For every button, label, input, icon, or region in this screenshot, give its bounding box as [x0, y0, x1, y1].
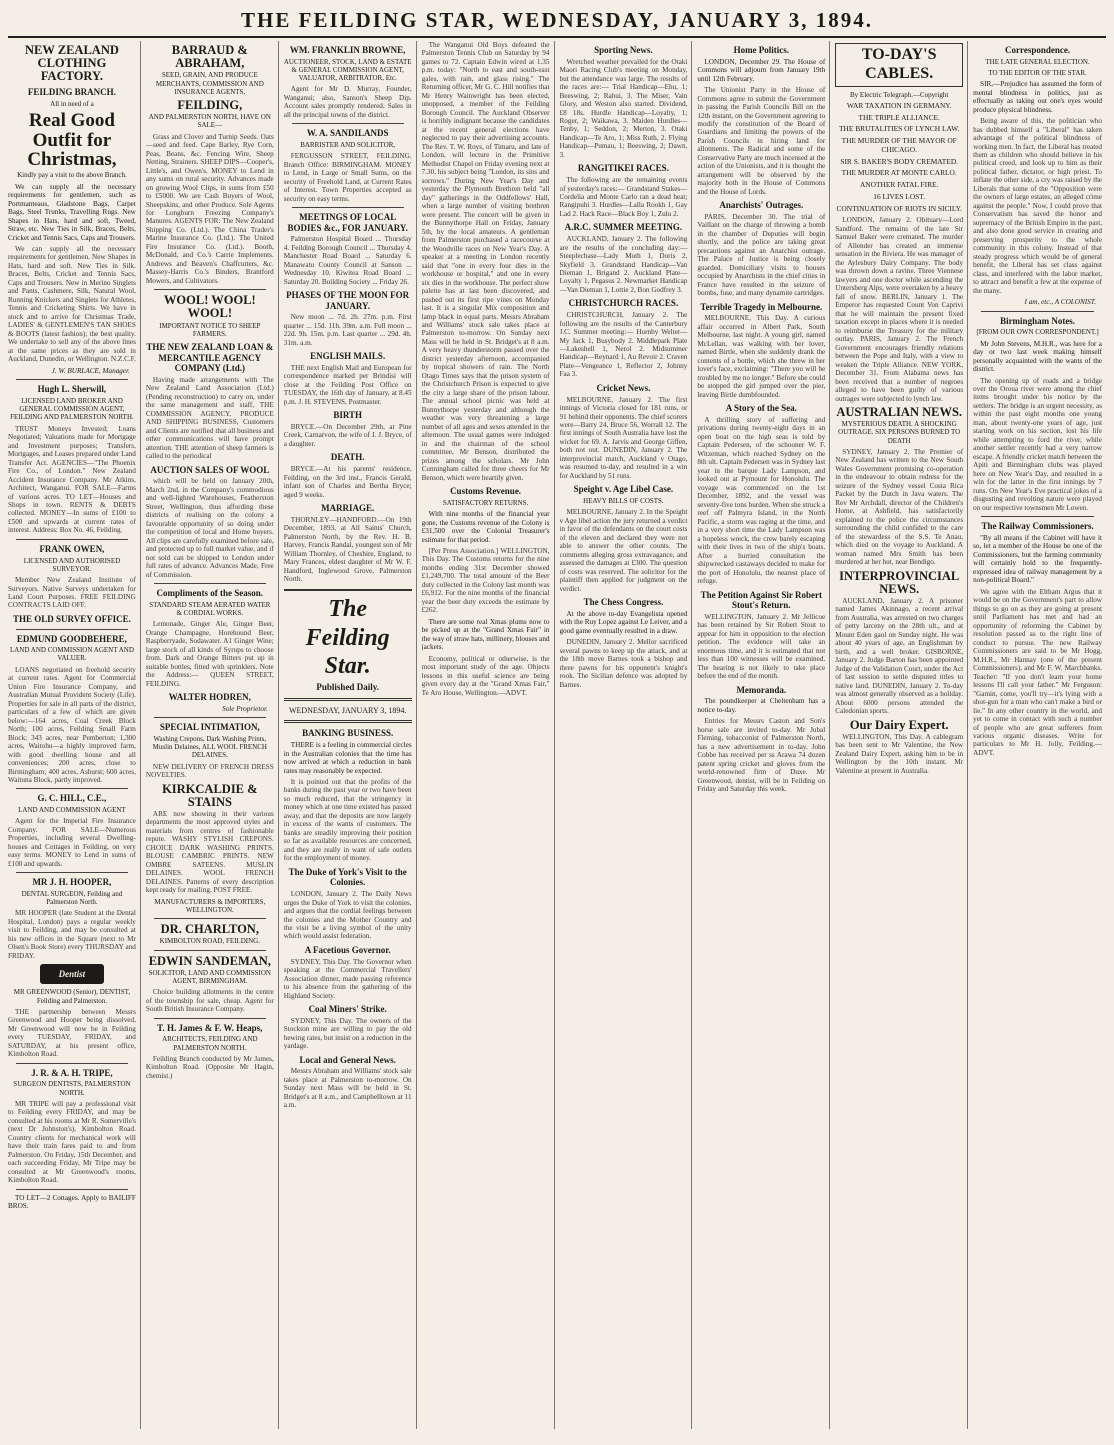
cable-headline: THE TRIPLE ALLIANCE.	[858, 112, 940, 122]
column-8	[973, 41, 1106, 1429]
ad-intimation-body: Washing Crepons, Dark Washing Prints, Muslin Delaines, ALL WOOL FRENCH DELAINES.	[152, 734, 267, 760]
article-dairy-filler: WELLINGTON, This Day. A cablegram has been sent to Mr Valentine, the New Zealand Dairy Expert, asking him to be in Wellington by the 10th instant. Mr Valentine at present in Australia.	[835, 732, 964, 775]
ad-james-title: T. H. James & F. W. Heaps,	[157, 1022, 263, 1033]
article-home-politics-title: Home Politics.	[733, 45, 790, 55]
divider	[16, 629, 128, 630]
ad-hill-filler: Agent for the Imperial Fire Insurance Company. FOR SALE—Numerous Properties, including several Dwelling-houses and Cottages in Feilding, on very easy terms. MONEY to Lend in sums of £100 and upwards.	[8, 817, 136, 868]
ad-wool-sub: IMPORTANT NOTICE TO SHEEP FARMERS.	[159, 321, 261, 338]
cables-subtitle: By Electric Telegraph.—Copyright	[850, 90, 949, 99]
article-australian-sub: MYSTERIOUS DEATH. A SHOCKING OUTRAGE. SIX PERSONS BURNED TO DEATH	[838, 420, 961, 445]
article-rangitikei-title: RANGITIKEI RACES.	[577, 163, 669, 174]
article-chess-filler: DUNEDIN, January 2. Mellor sacrificed several pawns to keep up the attack, and at the 18th move Barnes took a bishop and three pawns for his opponent's knight's rook. The Sicilian defence was adopted by Barnes.	[559, 638, 688, 689]
ad-barraud-place2: AND PALMERSTON NORTH, HAVE ON SALE—	[148, 113, 271, 130]
divider	[154, 918, 266, 919]
ad-wool-body: THE NEW ZEALAND LOAN & MERCANTILE AGENCY COMPANY (Ltd.)	[146, 342, 274, 374]
article-correspondence-sub: THE LATE GENERAL ELECTION.	[985, 57, 1090, 66]
cable-headline: 16 LIVES LOST.	[873, 191, 926, 201]
article-governor-title: A Facetious Governor.	[304, 944, 391, 955]
divider	[16, 379, 128, 380]
ad-sandeman-filler: Choice building allotments in the centre of the township for sale, cheap. Agent for South British Insurance Company.	[145, 988, 274, 1014]
ad-barraud-filler: Grass and Clover and Turnip Seeds. Oats—seed and feed. Cape Barley, Rye Corn, Peas, Beans, &c. Fencing Wire, Sheep Netting, Strainers. SHEEP DIPS—Cooper's, Little's, and Owen's. MONEY to Lend in any sums on rural security. Advances made on growing Wool Clips, in sums from £50 to £5000. We are Cash Buyers of Wool, Sheepskins, and other Produce. Sole Agents for Longburn Freezing Company's Manures. AGENTS FOR: The New Zealand Shipping Co. (Ltd.). The China Trader's Marine Insurance Co. (Ltd.). The United Fire Insurance Co. (Ltd.). Booth, McDonald, and Co.'s Carrie Implements. Andrews and Beaven's Chaffcutters, &c. Massey-Harris Co.'s Binders, Brantford Mowers, and Cultivators.	[145, 132, 274, 285]
columns	[8, 41, 1106, 1429]
newspaper-page	[8, 6, 1106, 1431]
ad-intimation-title: SPECIAL INTIMATION,	[159, 722, 260, 733]
divider	[154, 1018, 266, 1019]
article-christchurch-filler: CHRISTCHURCH, January 2. The following are the results of the Canterbury J.C. Summer meeting:— Hornby Welter—My Jack 1, Busybody 2. Middlepark Plate—Lakeshell 1, Nerol 2. Midsummer Handicap—Reynard 1, Au Revoir 2. Craven Plate—Vengeance 1, Reflector 2, Johnny Faa 3.	[559, 311, 688, 379]
column-2	[146, 41, 279, 1429]
article-correspondence-to: TO THE EDITOR OF THE STAR.	[988, 68, 1087, 77]
cable-headline: THE MURDER AT MONTE CARLO.	[841, 168, 957, 178]
article-christchurch-title: CHRISTCHURCH RACES.	[568, 298, 679, 309]
article-interprovincial-filler: AUCKLAND, January 2. A prisoner named James Akinnago, a recent arrival from Australia, was arrested on two charges of petty larceny on the 28th ult., and at Mount Eden gaol on Sunday night. He was about 40 years of age, an Englishman by birth, and a well broker. GISBORNE, January 2. Judge Barton has been appointed Judge of the Validation Court, under the Act of last session to settle disputed titles to native land. DUNEDIN, January 2. To-day was almost generally observed as a holiday. About 6000 persons attended the Caledonian sports.	[835, 596, 964, 716]
article-banking-title: BANKING BUSINESS.	[302, 728, 394, 739]
ad-barraud-body: SEED, GRAIN, AND PRODUCE MERCHANTS, COMMISSION AND INSURANCE AGENTS,	[155, 71, 264, 96]
article-railway-body: "By all means if the Cabinet will have it so, let a member of the House be one of the Commissioners, but the farming community will certainly hold to the frequently-expressed idea of railway management by a non-political Board."	[973, 533, 1102, 585]
divider	[981, 311, 1094, 312]
ad-auction-filler: which will be held on January 20th, March 2nd, in the Company's commodious and well-lighted Warehouses, Featherston Street, Wellington, thus affording these districts of realising on the colony a favourable opportunity of so doing under the competition of local and Home buyers. All clips are carefully examined before sale, and protected up to full market value, and if not sold can be shipped to London under full rates of advance. Advances Made, Free of Commission.	[145, 477, 274, 579]
ad-compliments-body: STANDARD STEAM AERATED WATER & CORDIAL WORKS.	[149, 600, 271, 618]
birth-title: BIRTH	[333, 410, 363, 421]
ad-hill-title: G. C. HILL, C.E.,	[37, 793, 107, 804]
ad-hodren-title: WALTER HODREN,	[168, 692, 251, 703]
divider	[16, 539, 128, 540]
ad-owen-title: FRANK OWEN,	[39, 543, 105, 554]
ad-compliments-filler: Lemonade, Ginger Ale, Ginger Beer, Orange Champagne, Horehound Beer, Raspberryade, Sodawater. A1 Ginger Wine; large stock of all kinds of Syrups to choose from. Dark and Orange Bitters put up in suitable bottles, fitted with sprinklers. Note the Address:— QUEEN STREET, FEILDING.	[145, 620, 274, 688]
ad-sherwill-filler: TRUST Moneys Invested; Loans Negotiated; Valuations made for Mortgage and Investment purposes; Transfers, Mortgages, and Leases prepared under Land Transfer Act. AGENCIES—"The Phoenix Fire Co., of London." New Zealand Accident Insurance Company. Mr Atkins, Architect, Wanganui. FOR SALE—Farms of various acres. TO LET—Houses and Shops in town. RENTS & DEBTS collected. MONEY—In sums of £100 to £500 and upwards at current rates of interest. Address: Box No. 46, Feilding.	[8, 424, 136, 535]
article-sea-title: A Story of the Sea.	[725, 403, 797, 414]
article-correspondence-signature: I am, etc., A COLONIST.	[1024, 298, 1096, 307]
ad-hooper-title: MR J. H. HOOPER,	[32, 877, 112, 888]
divider	[16, 1189, 128, 1190]
death-filler: BRYCE.—At his parents' residence, Feilding, on the 3rd inst., Francis Gerald, infant son of Charles and Bertha Bryce; aged 9 weeks.	[283, 465, 412, 499]
article-banking-filler: It is pointed out that the profits of the banks during the past year or two have been so much reduced, that the stringency in money which at one time existed has passed away, and that the deposits are now largely in excess of the wants of customers. The banks are steadily improving their position so far as available resources are concerned, and they are really in want of safe outlets for the employment of money.	[283, 778, 412, 863]
article-cricket-title: Cricket News.	[596, 382, 651, 393]
death-title: DEATH.	[330, 452, 365, 463]
article-speight-filler: MELBOURNE, January 2. In the Speight v Age libel action the jury returned a verdict in favor of the defendants on the court costs of the eleven and declared they were not able to answer the other counts. The comments alleging gross extravagance, and assessed the damages at £300. The question of costs was reserved. The solicitor for the plaintiff then applied for judgment on the verdict.	[559, 508, 688, 593]
ad-goodbehere-body: LAND AND COMMISSION AGENT AND VALUER.	[9, 646, 134, 663]
moon-title: PHASES OF THE MOON FOR JANUARY.	[286, 290, 410, 311]
paper-date: WEDNESDAY, JANUARY 3, 1894.	[288, 706, 407, 716]
article-railway-title: The Railway Commissioners.	[981, 521, 1094, 532]
ad-sandilands-filler: FERGUSSON STREET, FEILDING. Branch Office: BIRMINGHAM. MONEY to Lend, in Large or Small Sums, on the security of Freehold Land, at Current Rates of Interest. Town Properties accepted as security on easy terms.	[283, 152, 412, 203]
divider	[292, 123, 404, 124]
divider	[16, 788, 128, 789]
mails-title: ENGLISH MAILS.	[310, 351, 386, 362]
ad-james-body: ARCHITECTS, FEILDING AND PALMERSTON NORTH.	[162, 1035, 258, 1052]
ad-tripe-body: SURGEON DENTISTS, PALMERSTON NORTH.	[13, 1080, 131, 1097]
ad-hodren-body: Sole Proprietor.	[222, 704, 268, 713]
ad-clothing-filler: We can supply all the necessary requirements for gentlemen. New Shapes in Hats, hard and soft. New Ties in Silk. Braces, Belts, Cricket and Tennis Sacs, Caps and Trousers. New in Merino Singlets and Pants, Cashmere, Silk, Natural Wool, Running Knickers and Singlets for Athletes, Tennis and Cricketing Shirts. We have in stock and to arrive for Christmas Trade, LADIES' & GENTLEMEN'S TAN SHOES & BOOTS (latest fashion); the best quality. We undertake to sell any of the above lines at the same prices as they are sold in Auckland, Dunedin, or Wellington. N.Z.C.F.	[8, 245, 136, 364]
article-xmas-fair: There are some real Xmas plums now to be picked up at the "Grand Xmas Fair" in the way of straw hats, millinery, blouses and jackets.	[421, 617, 550, 652]
cable-headline: THE BRUTALITIES OF LYNCH LAW.	[839, 124, 960, 134]
divider	[16, 872, 128, 873]
moon-filler: New moon ... 7d. 2h. 27m. p.m. First quarter ... 15d. 11h. 39m. a.m. Full moon ... 22d. 9h. 15m. p.m. Last quarter ... 29d. 4h. 31m. a.m.	[283, 313, 412, 347]
article-duke-filler: LONDON, January 2. The Daily News urges the Duke of York to visit the colonies, and argues that the cordial feelings between the colonies and the Mother Country and the visit be a living symbol of the unity which would assist federation.	[283, 890, 412, 941]
article-arc-filler: AUCKLAND, January 2. The following are the results of the concluding day:— Steeplechase—Lady Moth 1, Doris 2, Skyfield 3. Grandstand Handicap—Van Dieman 1, Brigand 2. Auckland Plate—Loyalty 1, Pegasus 2. Newmarket Handicap—Van Dieman 1, Lottie 2, Bon Godfrey 3.	[559, 235, 688, 294]
ad-clothing-branch: FEILDING BRANCH.	[27, 87, 116, 98]
ad-sherwill-title: Hugh L. Sherwill,	[37, 384, 107, 395]
masthead: THE FEILDING STAR, WEDNESDAY, JANUARY 3, 1894.	[8, 6, 1106, 38]
ad-browne-title: WM. FRANKLIN BROWNE,	[289, 45, 406, 55]
article-petition-title: The Petition Against Sir Robert Stout's Return.	[700, 589, 822, 611]
ad-charlton-title: DR. CHARLTON,	[160, 922, 259, 937]
article-dairy-title: Our Dairy Expert.	[849, 717, 949, 732]
column-6	[697, 41, 830, 1429]
divider	[16, 1063, 128, 1064]
article-local-filler: Messrs Abraham and Williams' stock sale takes place at Palmerston to-morrow. On Sunday next Mass will be held in St. Bridget's at 8 a.m., and Campbelltown at 11 a.m.	[283, 1067, 412, 1110]
ad-charlton-body: KIMBOLTON ROAD, FEILDING.	[159, 937, 260, 946]
article-rangitikei-filler: The following are the remaining events of yesterday's races:— Grandstand Stakes—Cordelia and Monte Carlo ran a dead heat; Rangipuhi 3. Hurdles—Lalla Rookh 1, Gay Lad 2. Hack Race—Black Boy 1, Zulu 2.	[559, 176, 688, 218]
meetings-filler: Palmerston Hospital Board ... Thursday 4. Feilding Borough Council ... Thursday 4. Manchester Road Board ... Saturday 6. Manawatu County Council at Sanson ... Wednesday 10. Kiwitea Road Board ... Saturday 20. Building Society ... Friday 26.	[283, 235, 412, 286]
divider	[154, 950, 266, 951]
cables-title: TO-DAY'S CABLES.	[835, 43, 963, 87]
article-australian-title: AUSTRALIAN NEWS.	[836, 405, 963, 419]
cable-headline: WAR TAXATION IN GERMANY.	[846, 101, 952, 110]
column-7	[835, 41, 968, 1429]
article-tragedy-filler: MELBOURNE, This Day. A curious affair occurred in Albert Park, South Melbourne, last night. A young girl, named McLellan, was walking with her lover, named Birtle, when she suddenly drank the contents of a bottle, which she threw in her lover's face, exclaiming: "There you will be troubled by me no longer." Before she could be stopped the girl jumped over the pier, leaving Birtle dumbfounded.	[697, 314, 826, 399]
ad-hooper-body: DENTAL SURGEON, Feilding and Palmerston North.	[21, 889, 123, 907]
ad-auction-title: AUCTION SALES OF WOOL	[150, 464, 270, 475]
article-memoranda-body: The poundkeeper at Cheltenham has a notice to-day.	[697, 697, 826, 714]
article-customs-body: With nine months of the financial year gone, the Customs revenue of the Colony is £31,500 over the Colonial Treasurer's estimate for that period.	[421, 510, 550, 544]
article-customs-title: Customs Revenue.	[450, 486, 522, 497]
article-home-politics-body: LONDON, December 29. The House of Commons will adjourn from January 19th until 12th February.	[697, 57, 826, 83]
ad-kirkcaldie-body: MANUFACTURERS & IMPORTERS, WELLINGTON.	[154, 897, 266, 914]
article-australian-filler: SYDNEY, January 2. The Premier of New Zealand has written to the New South Wales Government promising co-operation in the endeavour to obtain redress for the seizure of the Sydney vessel Costa Rica Packet by the Dutch in Java waters. The Rev Mr Archdall, director of the Children's Home, at Ashfield, has satisfactorily explained to the police the circumstances surrounding the child confided to the care of the stewardess of the S.S. Te Anau, which died on the voyage to Auckland. A woman named Mrs Smith has been murdered at her hut, near Bendigo.	[835, 447, 964, 567]
divider	[981, 516, 1094, 517]
ad-kirkcaldie-title: KIRKCALDIE & STAINS	[162, 781, 258, 809]
mails-filler: THE next English Mail and European for correspondence marked per Brindisi will close at the Feilding Post Office on TUESDAY, the 16th day of January, at 8.45 p.m. J. H. STEVENS, Postmaster.	[283, 363, 412, 406]
ad-kirkcaldie-filler: ARE now showing in their various departments the most approved styles and materials from centres of fashionable repute. WASHY STYLISH CREPONS. CHOICE DARK WASHING PRINTS. BLOUSE CAMBRIC PRINTS. NEW OMBRE SATEENS. MUSLIN DELAINES. WOOL FRENCH DELAINES. Patterns of every description kept ready for mailing. POST FREE.	[145, 809, 274, 895]
article-railway-filler: We agree with the Eltham Argus that it would be on the Government's part to allow things to go on as they are going at present until Parliament has met and had an opportunity of reforming the Cabinet by resolution passed as to the right line of conduct to pursue. The new Railway Commissioners are said to be Mr Hogg, M.H.R., Mr Hannay (one of the present Commissioners), and Mr F. W. Marchbanks. Teacher: "If you don't learn your home lessons I'll call your father." Mr Ferguson: "Gamin, come, you'll try—it's lying with a shot-gun for a man who can't make a bird or lie." In any other country in the world, and yet to come in contact with such a number of people who are great sufferers from various organic diseases. Write for particulars to Mr H. Jolly, Feilding.—ADVT.	[973, 587, 1102, 757]
article-memoranda-filler: Entries for Messrs Caston and Son's horse sale are invited to-day. Mr Jubal Fleming, tobacconist of Palmerston North, has a new advertisement in to-day. John Cobbe has received per ss Arawa 74 dozen patent spring cricket and gloves from the world-renowned firm of Duxe. Mr Greenwood, dentist, will be in Feilding on Friday and Saturday this week.	[697, 717, 826, 794]
ad-intimation-filler: NEW DELIVERY OF FRENCH DRESS NOVELTIES.	[145, 762, 274, 780]
divider	[154, 583, 266, 584]
article-home-politics-filler: The Unionist Party in the House of Commons agree to submit the Government in passing the Parish Councils Bill on the 12th instant, on the Government agreeing to modify the constitution of the Board of Guardians and limiting the powers of the Parish Councils in hiring land for allotments. The Radical and some of the Conservative Party are much incensed at the action of the Unionists, and it is thought the arrangement will be observed by the majority both in the House of Commons and the House of Lords.	[697, 86, 826, 196]
ad-james-filler: Feilding Branch conducted by Mr James, Kimbolton Road. (Opposite Mr Hagin, chemist.)	[145, 1054, 274, 1080]
article-anarchists-filler: PARIS, December 30. The trial of Vaillant on the charge of throwing a bomb in the chamber of Deputies will begin shortly, and the police are taking great precautions against an Anarchist outrage. The Palace of Justice is being closely guarded. Domiciliary visits to houses occupied by Anarchists in the chief cities in France have resulted in the seizure of bombs, fuse, and many dynamite cartridges.	[697, 212, 826, 298]
ad-goodbehere-filler: LOANS negotiated on freehold security at current rates. Agent for Commercial Union Fire Insurance Company, and Australian Mutual Provident Society (Life). Properties for sale in all parts of the district, particulars of a few of which are given below:—164 acres, Coal Creek Block North; 100 acres, Feilding Small Farm Block; 343 acres, near Pemberton; 1,300 acres, Waitohu—a highly improved farm, with good dwelling house and all conveniences; 200 acres, close to Birmingham; 400 acres, Ashurst; 600 acres, Waituna Block, partly improved.	[8, 665, 136, 784]
ad-sandeman-body: SOLICITOR, LAND AND COMMISSION AGENT, BIRMINGHAM.	[148, 968, 271, 985]
article-duke-title: The Duke of York's Visit to the Colonies.	[288, 866, 407, 888]
divider	[284, 698, 412, 701]
ad-tripe-title: J. R. & A. H. TRIPE,	[31, 1067, 113, 1078]
ad-clothing-lead: All in need of a	[50, 99, 94, 108]
column-4	[422, 41, 555, 1429]
cable-headline: ANOTHER FATAL FIRE.	[859, 180, 939, 190]
cable-headline: CONTINUATION OF RIOTS IN SICILY.	[836, 203, 962, 213]
cable-headline: SIR S. BAKER'S BODY CREMATED.	[840, 156, 959, 166]
article-coal-title: Coal Miners' Strike.	[308, 1004, 387, 1014]
column-3	[284, 41, 417, 1429]
article-correspondence-filler: Being aware of this, the politician who has dubbed himself a "Liberal" has taken advantage of the political blindness of working men. In fact, the Liberal has treated them as children who should believe in his political creed, and look up to him as their political father, dictator, or high priest. To inflate the other side, a cry was raised by the Liberals that some of the "Opposition were the owners of large estates, an alleged crime against the people." Now, I could prove that Conservatism has saved the honor and supremacy of the British Empire in the past, and also done good service in creating and preserving prosperity to the whole community in this colony. Instead of that steady progress which would be of general benefit, the Liberal has set class against class, and interfered with the labor market, to attract and benefit a few at the expense of the many.	[973, 117, 1102, 295]
article-arc-title: A.R.C. SUMMER MEETING.	[564, 222, 683, 233]
ad-compliments-title: Compliments of the Season.	[156, 588, 264, 599]
article-petition-filler: WELLINGTON, January 2. Mr Jellicoe has been retained by Sir Robert Stout to appear for him in opposition to the election petition. The evidence will take an enormous time, and it is estimated that not less than 100 witnesses will be examined. The hearing is not likely to take place before the end of the month.	[697, 612, 826, 681]
ad-clothing-factory-title: NEW ZEALAND CLOTHING FACTORY.	[24, 43, 119, 84]
marriage-title: MARRIAGE.	[321, 502, 375, 513]
article-customs-filler: [Per Press Association.] WELLINGTON, This Day. The Customs returns for the nine months ending 31st December showed £1,249,700. The total amount of the Beer duty collected in the Colony last month was £6,912. For the nine months of the financial year the beer duty exceeds the estimate by £262.	[421, 546, 550, 615]
ad-browne-body: AUCTIONEER, STOCK, LAND & ESTATE & GENERAL COMMISSION AGENT, VALUATOR, ARBITRATOR, Etc.	[283, 57, 412, 83]
ad-browne-filler: Agent for Mr D. Murray, Founder, Wanganui; also, Sanson's Sheep Dip. Account sales promptly rendered. Sales in all the principal towns of the district.	[283, 85, 412, 119]
ad-greenwood-body: MR GREENWOOD (Senior), DENTIST, Feilding and Palmerston.	[13, 988, 131, 1005]
divider	[154, 289, 266, 290]
ad-greenwood-filler: THE partnership between Messrs Greenwood and Hooper being dissolved, Mr Greenwood will now be in Feilding every TUESDAY, FRIDAY, and SATURDAY, at his present office, Kimbolton Road.	[8, 1007, 136, 1059]
marriage-filler: THORNLEY—HANDFORD.—On 19th December, 1893, at All Saints' Church, Palmerston North, by the Rev. H. B. Harvey, Francis Randal, youngest son of Mr William Thornley, of Cheshire, England, to Mary Frances, eldest daughter of Mr W. F. Handford, Inglewood Grove, Palmerston North.	[283, 515, 412, 583]
article-correspondence-title: Correspondence.	[1005, 45, 1071, 55]
article-local-title: Local and General News.	[299, 1054, 396, 1065]
column-5	[560, 41, 693, 1429]
article-correspondence-body: SIR,—Prejudice has assumed the form of mental blindness in politics, just as effectually as taking out one's eyes would produce physical blindness.	[973, 80, 1102, 114]
ad-tripe-filler: MR TRIPE will pay a professional visit to Feilding every FRIDAY, and may be consulted at his rooms at Mr R. Somerville's (next Dr Johnston's), Kimbolton Road. Country clients for mechanical work will have their train fares paid to and from Palmerston. On Friday, 15th December, and each succeeding Friday, Mr Tripe may be consulted at Mr Greenwood's rooms, Kimbolton Road.	[8, 1099, 136, 1185]
ad-barraud-title: BARRAUD & ABRAHAM,	[171, 43, 248, 71]
article-interprovincial-title: INTERPROVINCIAL NEWS.	[839, 568, 960, 596]
ad-hill-body: LAND AND COMMISSION AGENT	[18, 806, 126, 815]
article-birmingham-title: Birmingham Notes.	[1000, 315, 1076, 326]
ad-clothing-headline: Real Good Outfit for Christmas,	[27, 110, 117, 170]
article-chess-body: At the above to-day Evangelista opened with the Ruy Lopez against Le Leiver, and a good game eventually resulted in a draw.	[559, 609, 688, 635]
ad-barraud-place: FEILDING,	[177, 98, 243, 112]
divider	[284, 720, 412, 723]
ad-owen-body: LICENSED AND AUTHORISED SURVEYOR.	[23, 556, 121, 573]
birth-filler: BRYCE.—On December 29th, at Pine Creek, Carnarvon, the wife of J. J. Bryce, of a daughter.	[283, 422, 412, 448]
ad-owen-filler: Member New Zealand Institute of Surveyors. Native Surveys undertaken for Land Court Purposes. FREE FEILDING CONTRACTS LAID OFF.	[8, 576, 136, 610]
article-memoranda-title: Memoranda.	[736, 684, 787, 695]
column-1	[8, 41, 141, 1429]
ad-survey-office-title: THE OLD SURVEY OFFICE.	[13, 613, 131, 624]
ad-sherwill-body: LICENSED LAND BROKER AND GENERAL COMMISSION AGENT, FEILDING AND PALMERSTON NORTH.	[10, 396, 134, 422]
paper-title: The Feilding Star.	[284, 589, 412, 680]
divider	[154, 717, 266, 718]
ad-hooper-filler: MR HOOPER (late Student at the Dental Hospital, London) pays a regular weekly visit to Feilding, and may be consulted at his new offices in the Square (next to Mr Olsen's Book Store) every THURSDAY and FRIDAY.	[8, 909, 136, 960]
ad-to-let: TO LET—2 Cottages. Apply to BAILIFF BROS.	[8, 1193, 136, 1211]
article-cricket-filler: MELBOURNE, January 2. The first innings of Victoria closed for 181 runs, or 91 behind their opponents. The chief scorers were—Barry 24, Bruce 56, Worrall 12. The first innings of South Australia have lost the wicket for 69. A. Jarvis and George Giffen, both not out. DUNEDIN, January 2. The interprovincial match, Auckland v Otago, was resumed to-day, and resulted in a win for Auckland by 51 runs.	[559, 395, 688, 480]
ad-sandilands-title: W. A. SANDILANDS	[306, 128, 389, 139]
article-sporting-filler: Wretched weather prevailed for the Otaki Maori Racing Club's meeting on Monday, but the attendance was large. The results of the races are:— Trial Handicap—Ehu, 1; Beeswing, 2; Rahui, 3. The Miser, Vain Glory, and Weston also started. Dividend, £8 18s. Hurdle Handicap—Loyalty, 1; Roger, 2; Waikawa, 3. Maiden Hurdles—Tenby, 1; Seddon, 2; Merton, 3. Otaki Handicap—Te Aro, 1; Miss Ruth, 2. Flying Handicap—Pumau, 1; Beeswing, 2; Dawn, 3.	[559, 57, 688, 159]
dentist-logo: Dentist	[40, 964, 104, 984]
cable-headline: THE MURDER OF THE MAYOR OF CHICAGO.	[841, 136, 957, 154]
article-coal-filler: SYDNEY, This Day. The owners of the Stockton mine are willing to pay the old hewing rates, but insist on a reduction in the yardage.	[283, 1016, 412, 1051]
article-sea-filler: A thrilling story of suffering and privations during twenty-eight days in an open boat on the high seas is told by Captain Pedersen, of the schooner W. F. Witzeman, which reached Sydney on the 8th ult. Captain Pedersen was in Sydney last year in the barque Lady Lampson, and looked out at Pymount for Honolulu. The voyage was commenced on the 1st December, 1892, and the vessel was seventy-five tons burden. When she struck a reef off Palmyra Island, in the North Pacific, a storm was raging at the time, and in a very short time the Lady Lampson was a hopeless wreck, the crew barely escaping with their lives in two of the ship's boats. After a hurried consultation the shipwrecked castaways decided to make for the port of Honolulu, the nearest place of refuge.	[697, 415, 826, 586]
ad-sandilands-body: BARRISTER AND SOLICITOR,	[300, 140, 396, 149]
article-birmingham-sub: [FROM OUR OWN CORRESPONDENT.]	[976, 328, 1099, 337]
ad-clothing-sub: Kindly pay a visit to the above Branch.	[17, 171, 127, 180]
meetings-title: MEETINGS OF LOCAL BODIES &c., FOR JANUARY.	[287, 212, 408, 233]
ad-wool-title: WOOL! WOOL! WOOL!	[163, 293, 256, 321]
divider	[292, 207, 404, 208]
article-speight-title: Speight v. Age Libel Case.	[573, 484, 674, 495]
ad-goodbehere-title: EDMUND GOODBEHERE,	[16, 633, 127, 644]
paper-subtitle: Published Daily.	[316, 682, 379, 693]
article-sporting-title: Sporting News.	[594, 45, 653, 55]
article-speight-sub: HEAVY BILLS OF COSTS.	[583, 497, 664, 505]
local-news-filler-1: The Wanganui Old Boys defeated the Palmerston Tennis Club on Saturday by 94 games to 72. Captain Edwin wired at 1.35 p.m. today: "North to east and south-east gales, with rain, and glass rising." The Returning officer, Mr G. C. Hill notifies that Mr Henry Wainwright has been elected, unopposed, a member of the Feilding Borough Council. The Auckland Observer is horribly indignant because the candidates at the recent general elections have neglected to pay their advertising accounts. The Rev. T. W. Roys, of Timaru, and late of London, will lecture in the Primitive Methodist Chapel on Friday evening next at 7.30, his subject being "London, its sins and sorrows." During New Year's Day and yesterday the Plymouth Brethren held "all day" gatherings in the Oddfellows' Hall, when a large number of visiting brethren were present. The concert will be given in the Bunnythorpe Hall on Friday, January 5th, by the local amateurs. A gentleman from Palmerston purchased a racecourse at the Woodville races on New Year's Day. A speaker at a meeting in London recently said that "one in every four dies in the workhouse or hospital," and one in every six dies in the workhouse. The perfect show palette has at last been discovered, and pushed out its first ripe vines on Monday last. It is a singular Mix composition and lamp black in equal parts. Messrs Abraham and Williams' stock sale takes place at Palmerston to-morrow. On Sunday next Mass will be held in St. Bridget's at 8 a.m. A very heavy thunderstorm passed over the district yesterday afternoon, accompanied by tropical showers of rain. The North Otago Times says that the prison system of the Christchurch Prison is expected to give the city a large share of the prison labour. The annual school picnic was held at Bunnythorpe yesterday and although the weather was very threatening a large number of all ages and sexes attended in the afternoon. The usual games were indulged in and the chairman of the school committee, Mr Benson, distributed the prizes among the scholars. Mr John Cunningham called for three cheers for Mr Benson, which were heartily given.	[421, 41, 550, 482]
article-birmingham-body: Mr John Stevens, M.H.R., was here for a day or two last week making himself personally acquainted with the wants of the district.	[973, 339, 1102, 374]
article-customs-sub: SATISFACTORY RETURNS.	[442, 498, 529, 507]
cables-filler: LONDON, January 2. Obituary—Lord Sandford. The remains of the late Sir Samuel Baker were cremated. The murder of Allender has created an immense sensation in the Riviera. He was manager of the Aylesbury Dairy Company. The body was thrown down a ravine. Three Viennese lawyers and one doctor while ascending the Untersberg Alps, were overtaken by a heavy fall of snow. BERLIN, January 1. The Emperor has requested Count Von Caprivi that he will maintain the present fixed taxation except in places where it is needed to reimburse the Treasury for the military outlay. PARIS, January 2. The French Government encourages friendly relations between the Pope and Italy, with a view to weaken the Triple Alliance. NEW YORK, December 31. From Alabama news has been received that a number of negroes alleged to have been guilty of various outrages were subjected to lynch law.	[835, 216, 964, 403]
ad-clothing-signature: J. W. BURLACE, Manager.	[51, 366, 130, 375]
article-chess-title: The Chess Congress.	[583, 597, 664, 608]
ad-clothing-body: We can supply all the necessary requirements for gentlemen, such as Portmanteaus, Gladstone Bags, Carpet Bags, Steel Trunks, Travelling Rugs. New Shapes in Hats, hard and soft, Tweed, Straw, etc. New Ties in Silk, Braces, Belts, Cricket and Tennis Sacs, Caps and Trousers.	[8, 182, 136, 242]
article-governor-filler: SYDNEY, This Day. The Governor when speaking at the Commercial Travellers' Association dinner, made passing reference to his absence from the gathering of the Highland Society.	[283, 957, 412, 1000]
article-xmas-fair-filler: Economy, political or otherwise, is the most important study of the age. Objects lessons in this useful science are being given every day at the "Grand Xmas Fair," Te Aro House, Wellington.—ADVT.	[421, 654, 550, 697]
ad-sandeman-title: EDWIN SANDEMAN,	[148, 953, 271, 968]
article-banking-body: THERE is a feeling in commercial circles in the Australian colonies that the time has now arrived at which a reduction in bank rates may reasonably be expected.	[283, 741, 412, 775]
ad-wool-filler: Having made arrangements with The New Zealand Land Association (Ltd.) (Pending reconstruction) to carry on, under the same management and staff, THE COMMISSION AGENCY, PRODUCE AND SHIPPING BUSINESS, Customers and Clients are notified that all business and other communications will have prompt attention. THE attention of sheep farmers is called to the periodical	[145, 375, 274, 461]
article-anarchists-title: Anarchists' Outrages.	[719, 200, 804, 211]
article-tragedy-title: Terrible Tragedy in Melbourne.	[700, 301, 823, 312]
article-birmingham-filler: The opening up of roads and a bridge over the Oroua river were among the chief items brought under his notice by the settlers. The bridge is an urgent necessity, as within the past eight months one young man, about twenty-one years of age, just starting work on his section, lost his life while attempting to ford the river, while another settler recently had a very narrow escape. A friendly cricket match between the Apiti and Birmingham clubs was played here on New Year's Day, and resulted in a win for the latter in the first innings by 7 runs. On New Year's Eve practical jokes of a disgusting and revolting nature were played on our respective townsmen Mr Lowen.	[973, 376, 1102, 512]
cables-headlines	[835, 102, 963, 213]
